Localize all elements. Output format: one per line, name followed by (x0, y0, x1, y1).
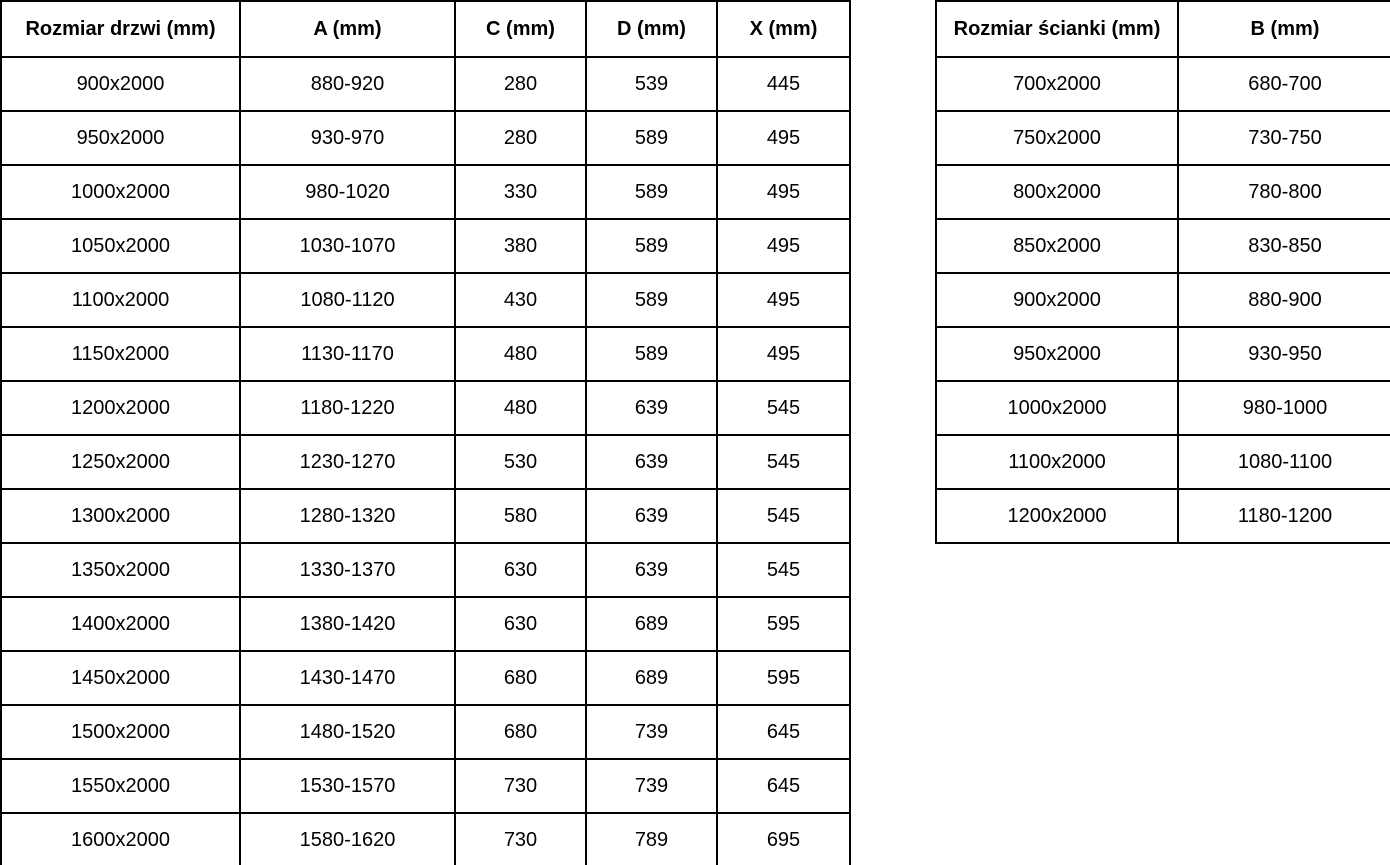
door-table-cell: 595 (717, 651, 850, 705)
table-row (1, 759, 850, 813)
door-table-cell: 639 (586, 489, 717, 543)
table-row (1, 543, 850, 597)
door-table-cell: 280 (455, 57, 586, 111)
door-table-cell: 1430-1470 (240, 651, 455, 705)
wall-table-header-row (936, 1, 1390, 57)
wall-table-cell: 1200x2000 (936, 489, 1178, 543)
door-table-cell: 495 (717, 111, 850, 165)
table-row (936, 435, 1390, 489)
door-table-cell: 495 (717, 327, 850, 381)
table-row (936, 273, 1390, 327)
table-row (1, 219, 850, 273)
table-row (936, 165, 1390, 219)
door-table-cell: 1530-1570 (240, 759, 455, 813)
door-table-cell: 1180-1220 (240, 381, 455, 435)
door-table-cell: 1200x2000 (1, 381, 240, 435)
door-table-header-row (1, 1, 850, 57)
door-table-cell: 639 (586, 543, 717, 597)
wall-table-header-rozmiar: Rozmiar ścianki (mm) (936, 1, 1178, 57)
door-table-cell: 1280-1320 (240, 489, 455, 543)
table-row (936, 327, 1390, 381)
door-table-cell: 789 (586, 813, 717, 865)
door-table-header-d: D (mm) (586, 1, 717, 57)
wall-table-cell: 1000x2000 (936, 381, 1178, 435)
door-table-cell: 1000x2000 (1, 165, 240, 219)
door-table-cell: 630 (455, 543, 586, 597)
door-table-cell: 630 (455, 597, 586, 651)
door-table-cell: 739 (586, 705, 717, 759)
wall-table-cell: 750x2000 (936, 111, 1178, 165)
door-table-cell: 545 (717, 435, 850, 489)
wall-table-cell: 1100x2000 (936, 435, 1178, 489)
door-table-cell: 589 (586, 219, 717, 273)
table-row (1, 489, 850, 543)
door-table-cell: 1350x2000 (1, 543, 240, 597)
door-table-cell: 1450x2000 (1, 651, 240, 705)
door-table-cell: 495 (717, 273, 850, 327)
door-table-cell: 445 (717, 57, 850, 111)
table-row (1, 651, 850, 705)
door-table-cell: 1550x2000 (1, 759, 240, 813)
wall-table-cell: 850x2000 (936, 219, 1178, 273)
door-table-cell: 495 (717, 219, 850, 273)
door-table-cell: 545 (717, 543, 850, 597)
door-table-cell: 1150x2000 (1, 327, 240, 381)
wall-size-table (935, 0, 1390, 544)
wall-table-cell: 700x2000 (936, 57, 1178, 111)
wall-table-cell: 680-700 (1178, 57, 1390, 111)
door-table-cell: 1480-1520 (240, 705, 455, 759)
door-table-cell: 589 (586, 111, 717, 165)
door-table-cell: 645 (717, 759, 850, 813)
table-row (936, 57, 1390, 111)
table-row (1, 165, 850, 219)
table-row (1, 435, 850, 489)
door-table-cell: 680 (455, 651, 586, 705)
door-table-cell: 689 (586, 597, 717, 651)
door-table-cell: 730 (455, 759, 586, 813)
table-row (936, 219, 1390, 273)
wall-table-cell: 830-850 (1178, 219, 1390, 273)
door-table-cell: 639 (586, 381, 717, 435)
door-table-cell: 900x2000 (1, 57, 240, 111)
door-table-cell: 645 (717, 705, 850, 759)
table-row (1, 705, 850, 759)
door-table-cell: 1030-1070 (240, 219, 455, 273)
wall-table-cell: 800x2000 (936, 165, 1178, 219)
wall-table-cell: 730-750 (1178, 111, 1390, 165)
door-table-cell: 480 (455, 327, 586, 381)
wall-table-cell: 900x2000 (936, 273, 1178, 327)
door-table-cell: 880-920 (240, 57, 455, 111)
door-table-cell: 595 (717, 597, 850, 651)
door-table-cell: 1250x2000 (1, 435, 240, 489)
door-table-cell: 680 (455, 705, 586, 759)
door-table-cell: 1300x2000 (1, 489, 240, 543)
wall-table-cell: 1180-1200 (1178, 489, 1390, 543)
door-table-cell: 589 (586, 273, 717, 327)
wall-table-cell: 880-900 (1178, 273, 1390, 327)
wall-table-cell: 1080-1100 (1178, 435, 1390, 489)
wall-table-cell: 930-950 (1178, 327, 1390, 381)
door-table-cell: 380 (455, 219, 586, 273)
table-row (936, 381, 1390, 435)
door-table-cell: 1500x2000 (1, 705, 240, 759)
table-row (1, 273, 850, 327)
door-table-cell: 589 (586, 165, 717, 219)
table-row (936, 111, 1390, 165)
door-table-cell: 1130-1170 (240, 327, 455, 381)
door-table-cell: 695 (717, 813, 850, 865)
door-table-cell: 589 (586, 327, 717, 381)
door-table-cell: 689 (586, 651, 717, 705)
table-row (1, 813, 850, 865)
table-row (936, 489, 1390, 543)
door-table-cell: 930-970 (240, 111, 455, 165)
door-table-header-c: C (mm) (455, 1, 586, 57)
table-row (1, 111, 850, 165)
door-table-cell: 495 (717, 165, 850, 219)
door-table-cell: 580 (455, 489, 586, 543)
wall-table-cell: 950x2000 (936, 327, 1178, 381)
door-table-cell: 1050x2000 (1, 219, 240, 273)
door-table-cell: 330 (455, 165, 586, 219)
door-table-cell: 950x2000 (1, 111, 240, 165)
wall-table-cell: 780-800 (1178, 165, 1390, 219)
table-row (1, 57, 850, 111)
door-table-header-a: A (mm) (240, 1, 455, 57)
door-table-cell: 1080-1120 (240, 273, 455, 327)
door-table-cell: 1100x2000 (1, 273, 240, 327)
door-table-header-rozmiar: Rozmiar drzwi (mm) (1, 1, 240, 57)
door-table-cell: 1230-1270 (240, 435, 455, 489)
door-table-body (1, 57, 850, 865)
door-table-cell: 1330-1370 (240, 543, 455, 597)
door-table-cell: 1600x2000 (1, 813, 240, 865)
door-table-cell: 1580-1620 (240, 813, 455, 865)
door-table-cell: 730 (455, 813, 586, 865)
door-table-cell: 639 (586, 435, 717, 489)
door-table-cell: 545 (717, 381, 850, 435)
door-table-cell: 739 (586, 759, 717, 813)
door-table-cell: 530 (455, 435, 586, 489)
door-table-cell: 1380-1420 (240, 597, 455, 651)
door-table-header-x: X (mm) (717, 1, 850, 57)
wall-table-header-b: B (mm) (1178, 1, 1390, 57)
table-row (1, 597, 850, 651)
table-row (1, 381, 850, 435)
door-table-cell: 539 (586, 57, 717, 111)
door-table-cell: 280 (455, 111, 586, 165)
door-table-cell: 545 (717, 489, 850, 543)
door-table-cell: 1400x2000 (1, 597, 240, 651)
wall-table-body (936, 57, 1390, 543)
door-table-cell: 430 (455, 273, 586, 327)
table-row (1, 327, 850, 381)
wall-table-cell: 980-1000 (1178, 381, 1390, 435)
door-table-cell: 980-1020 (240, 165, 455, 219)
door-table-cell: 480 (455, 381, 586, 435)
